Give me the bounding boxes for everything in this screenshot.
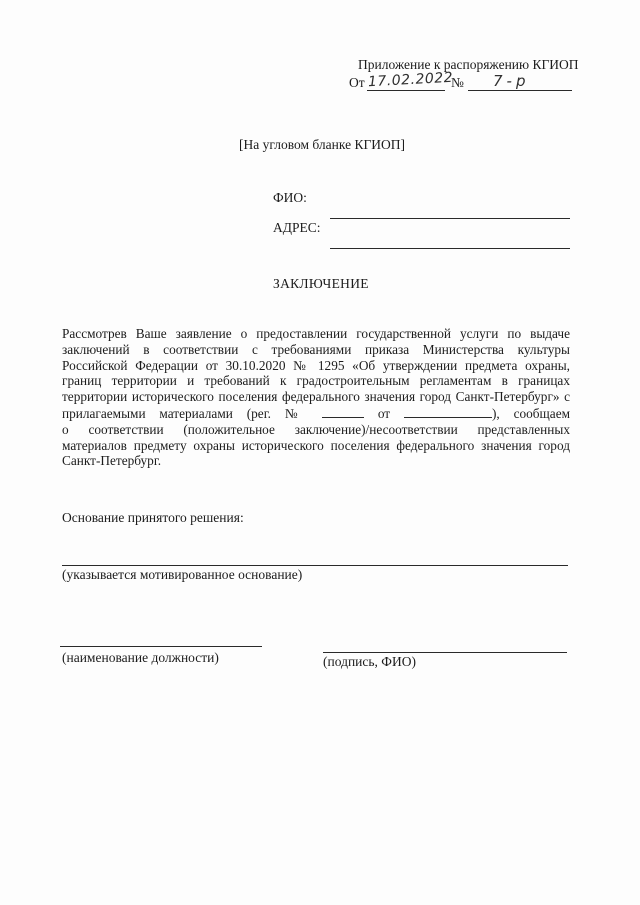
reg-number-blank	[322, 405, 364, 418]
fio-label: ФИО:	[273, 190, 307, 205]
signature-caption: (подпись, ФИО)	[323, 654, 416, 669]
body-line-9: Санкт-Петербург.	[62, 453, 162, 469]
number-underline	[468, 90, 572, 91]
from-label: От	[349, 75, 365, 90]
body-paragraph	[62, 326, 570, 469]
body-line-7: о соответствии (положительное заключение)/несоответствии представленных	[62, 421, 570, 437]
handwritten-number: 7-р	[493, 72, 530, 90]
position-caption: (наименование должности)	[62, 650, 219, 665]
body-line-6	[62, 405, 570, 422]
body-line-1: Рассмотрев Ваше заявление о предоставлении государственной услуги по выдаче	[62, 326, 570, 341]
fio-line	[330, 218, 570, 219]
address-line	[330, 248, 570, 249]
body-line-4: границ территории и требований к градостроительным регламентам в границах	[62, 373, 570, 389]
document-title: ЗАКЛЮЧЕНИЕ	[273, 276, 369, 291]
basis-caption: (указывается мотивированное основание)	[62, 567, 303, 582]
blank-note: [На угловом бланке КГИОП]	[239, 137, 406, 152]
body-line-8: материалов предмету охраны исторического поселения федерального значения город	[62, 437, 570, 453]
body-line-6-a: прилагаемыми материалами (рег. №	[62, 405, 309, 421]
body-line-2: заключений в соответствии с требованиями приказа Министерства культуры	[62, 341, 570, 357]
signature-line	[323, 652, 567, 653]
handwritten-date: 17.02.2022	[367, 69, 454, 91]
appendix-label: Приложение к распоряжению КГИОП	[358, 57, 579, 72]
basis-label: Основание принятого решения:	[62, 510, 244, 525]
address-label: АДРЕС:	[273, 220, 321, 235]
body-line-6-b: от	[377, 405, 391, 421]
body-line-3: Российской Федерации от 30.10.2020 № 1295 «Об утверждении предмета охраны,	[62, 357, 570, 373]
position-line	[60, 646, 262, 647]
date-underline	[367, 90, 445, 91]
number-label: №	[451, 75, 464, 90]
reg-date-blank	[404, 405, 492, 418]
basis-line	[62, 565, 568, 566]
body-line-5: территории исторического поселения федерального значения город Санкт-Петербург» с	[62, 389, 570, 405]
body-line-6-c: ), сообщаем	[491, 405, 571, 421]
